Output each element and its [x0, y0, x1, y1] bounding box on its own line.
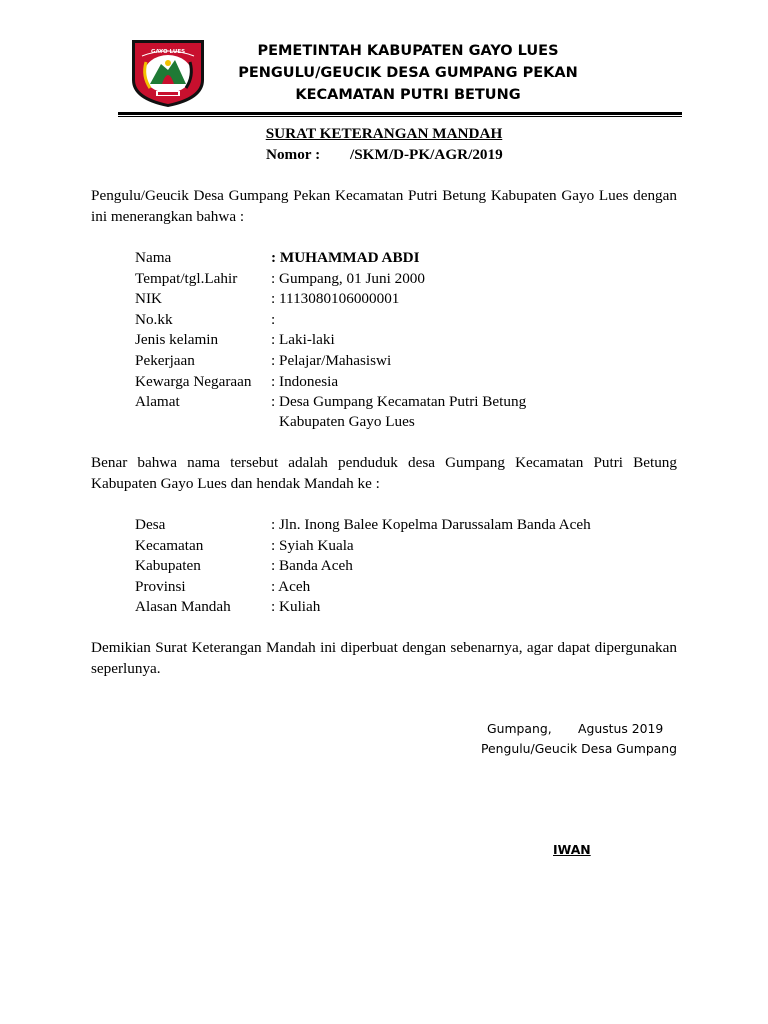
field-label: Kecamatan [135, 536, 204, 554]
letter-number-label: Nomor : [266, 146, 321, 163]
signatory-name: IWAN [553, 842, 591, 857]
field-label: Nama [135, 249, 172, 266]
letterhead [200, 40, 616, 106]
field-label: No.kk [135, 310, 173, 328]
field-value: : [271, 310, 276, 328]
signatory-title: Pengulu/Geucik Desa Gumpang [481, 741, 677, 756]
field-value: : Kuliah [271, 598, 321, 616]
letterhead-line-1: PEMETINTAH KABUPATEN GAYO LUES [257, 43, 559, 59]
field-label: Pekerjaan [135, 351, 195, 369]
letter-title: SURAT KETERANGAN MANDAH [265, 125, 503, 142]
field-value: : Aceh [271, 577, 311, 595]
field-label: Alasan Mandah [135, 598, 231, 616]
letterhead-divider [118, 112, 682, 115]
letterhead-divider-thin [118, 116, 682, 117]
field-value: : Laki-laki [271, 331, 335, 349]
field-label: Tempat/tgl.Lahir [135, 269, 238, 287]
field-value: : 1113080106000001 [271, 290, 400, 308]
letterhead-line-3: KECAMATAN PUTRI BETUNG [295, 87, 521, 103]
field-label: Kewarga Negaraan [135, 372, 252, 390]
field-value: : Pelajar/Mahasiswi [271, 351, 392, 369]
gayo-lues-emblem-icon [128, 36, 208, 108]
address-continuation: Kabupaten Gayo Lues [279, 413, 415, 430]
field-value: : Desa Gumpang Kecamatan Putri Betung [271, 393, 527, 411]
letter-number [266, 145, 503, 166]
field-label: Kabupaten [135, 557, 201, 575]
signature-date: Agustus 2019 [578, 721, 664, 736]
field-value: : Banda Aceh [271, 557, 353, 575]
field-value: : MUHAMMAD ABDI [271, 249, 420, 266]
field-value: : Indonesia [271, 372, 339, 390]
statement-paragraph: Benar bahwa nama tersebut adalah penduduk desa Gumpang Kecamatan Putri Betung Kabupaten Gayo Lues dan hendak Mandah ke : [91, 454, 677, 492]
closing-paragraph: Demikian Surat Keterangan Mandah ini diperbuat dengan sebenarnya, agar dapat dipergunakan seperlunya. [91, 639, 677, 677]
letter-number-value: /SKM/D-PK/AGR/2019 [350, 146, 503, 163]
letterhead-line-2: PENGULU/GEUCIK DESA GUMPANG PEKAN [238, 65, 578, 81]
field-label: Desa [135, 516, 166, 533]
field-label: Alamat [135, 393, 180, 411]
field-label: NIK [135, 290, 162, 308]
field-label: Provinsi [135, 577, 186, 595]
field-value: : Jln. Inong Balee Kopelma Darussalam Banda Aceh [271, 516, 591, 533]
signature-place: Gumpang, [487, 721, 552, 736]
field-label: Jenis kelamin [135, 331, 219, 349]
intro-paragraph: Pengulu/Geucik Desa Gumpang Pekan Kecamatan Putri Betung Kabupaten Gayo Lues dengan ini menerangkan bahwa : [91, 187, 677, 225]
emblem-text: GAYO LUES [150, 49, 186, 55]
field-value: : Gumpang, 01 Juni 2000 [271, 269, 425, 287]
field-value: : Syiah Kuala [271, 536, 354, 554]
